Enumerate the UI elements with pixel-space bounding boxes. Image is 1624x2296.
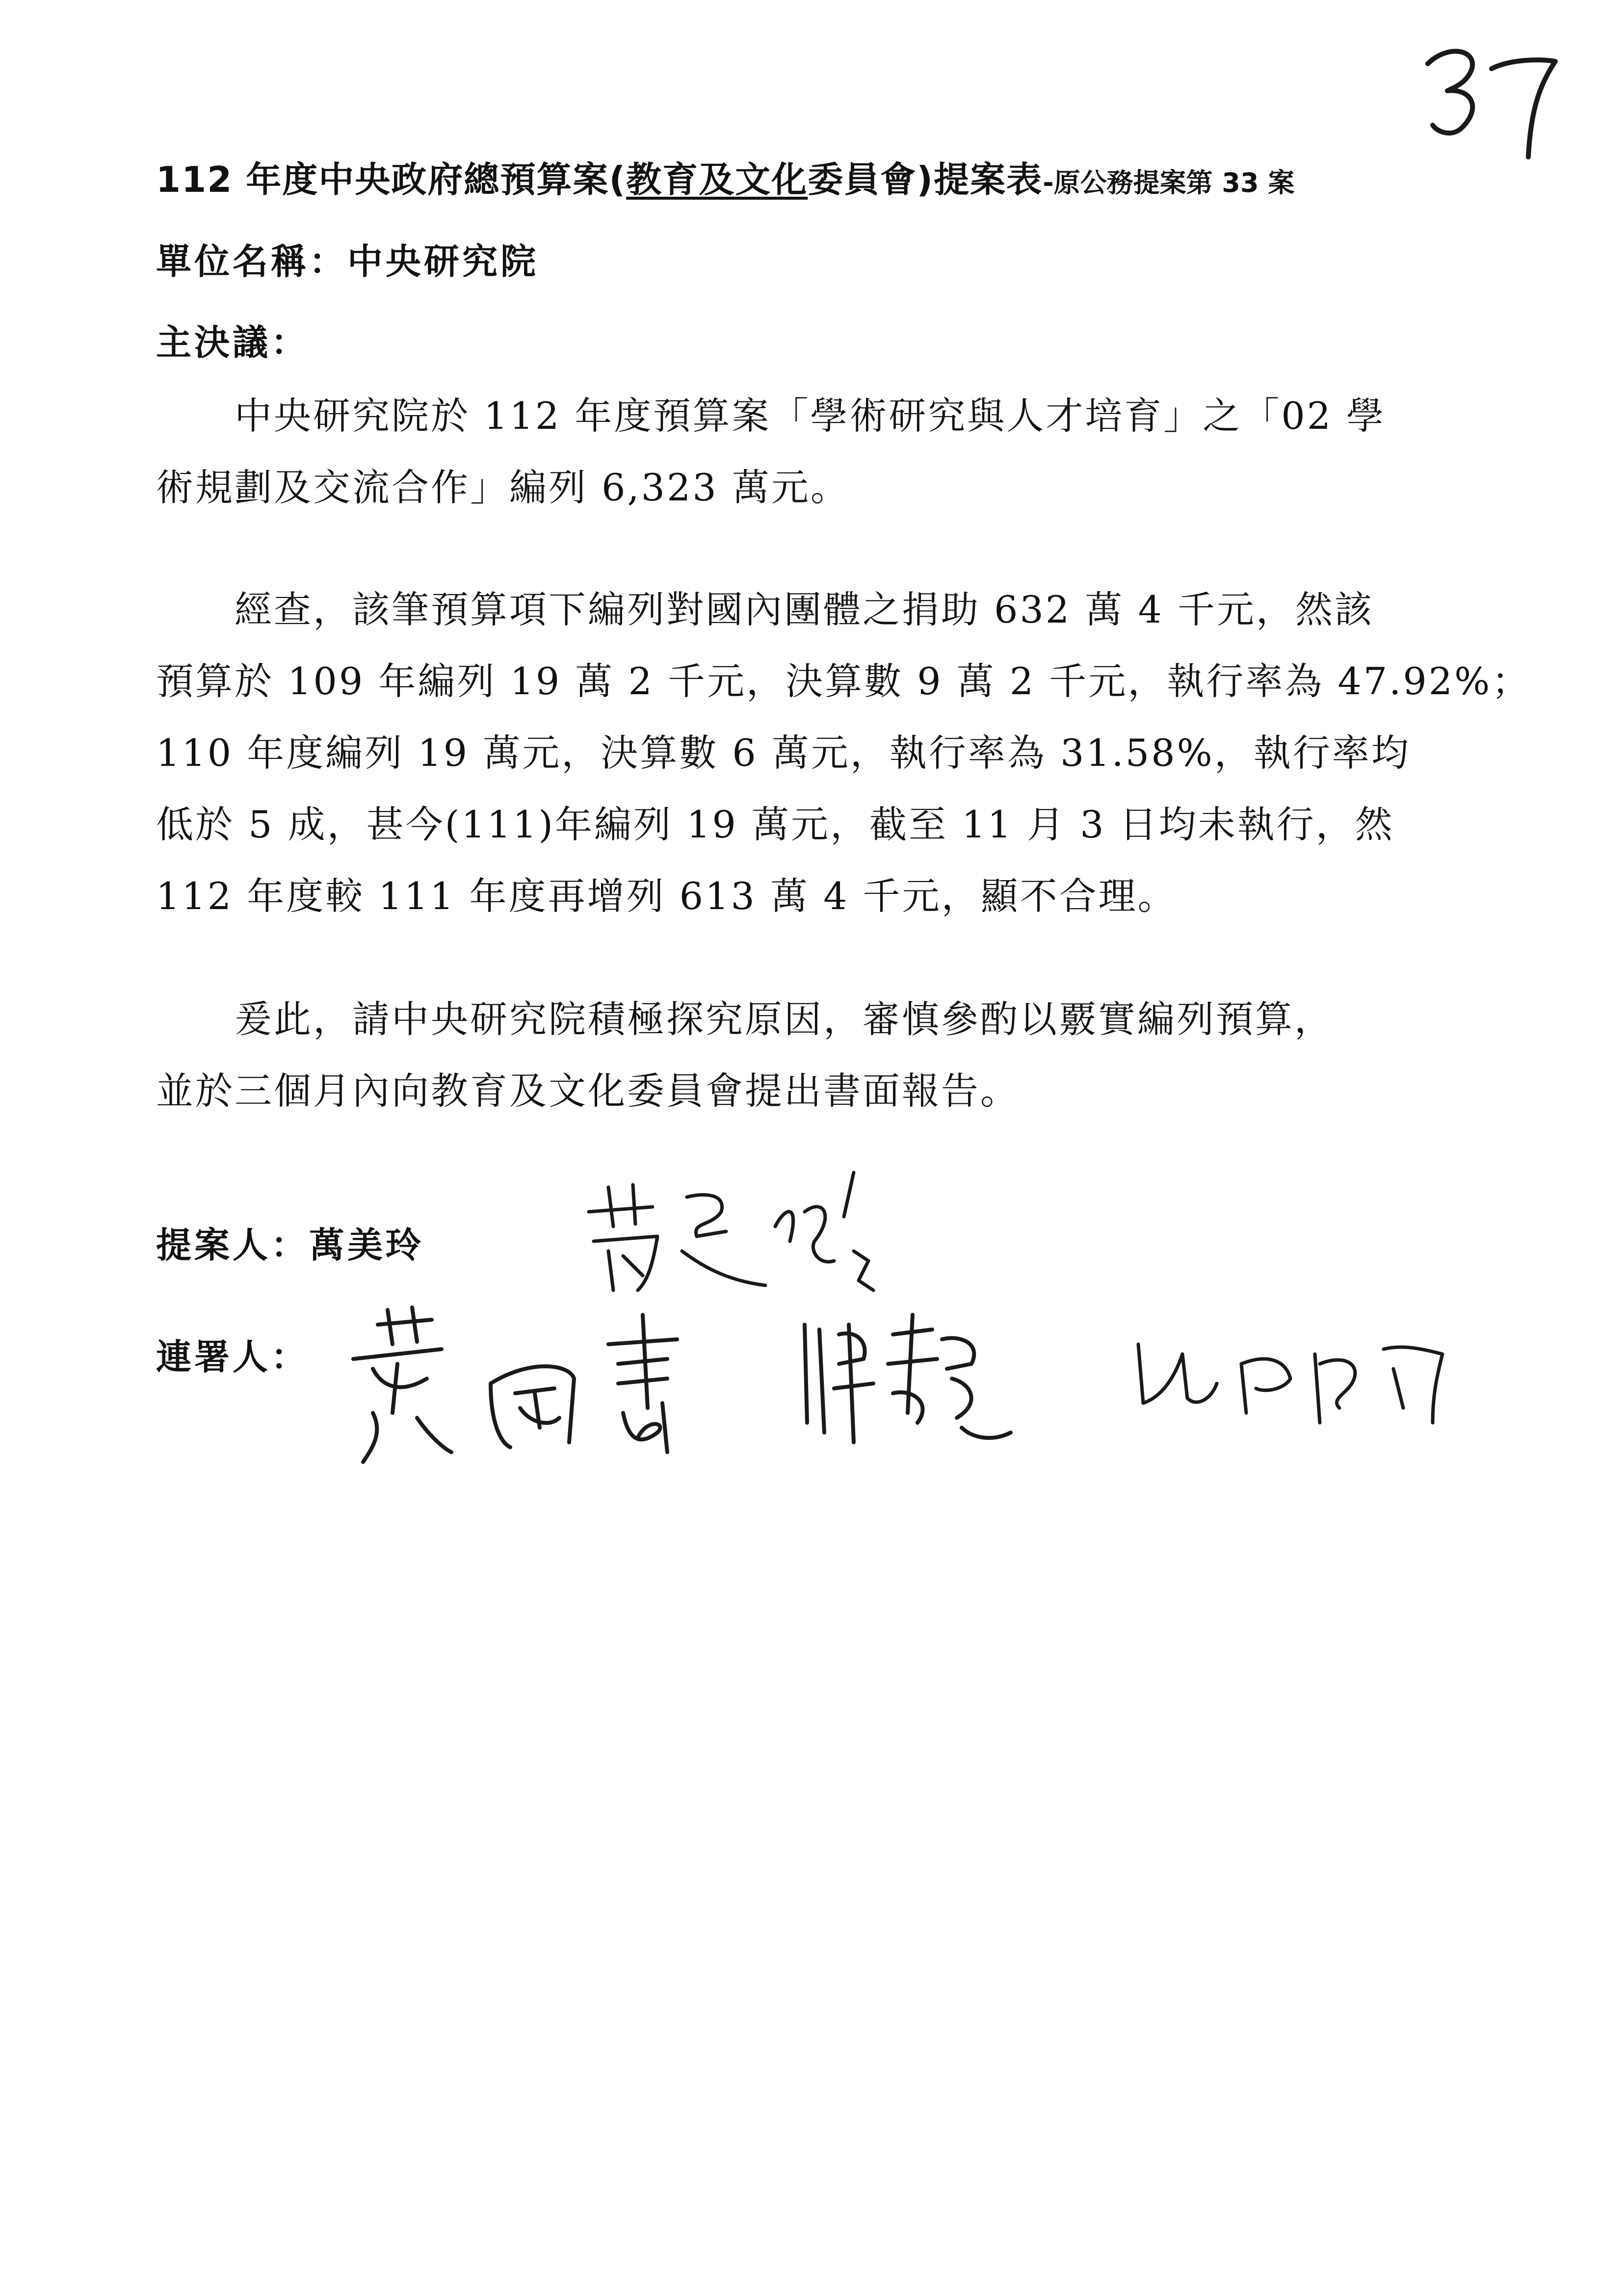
handwritten-page-number: [1418, 34, 1565, 162]
title-suffix: -原公務提案第 33 案: [1043, 167, 1295, 198]
paragraph-line: 112 年度較 111 年度再增列 613 萬 4 千元，顯不合理。: [156, 874, 1177, 918]
proposer-label: 提案人：萬美玲: [156, 1225, 424, 1266]
unit-name: 單位名稱：中央研究院: [156, 241, 539, 282]
cosigner-signature-3: [1128, 1325, 1462, 1442]
title-middle: 委員會)提案表: [808, 159, 1043, 200]
title-committee: 教育及文化: [626, 159, 808, 200]
paragraph-line: 經查，該筆預算項下編列對國內團體之捐助 632 萬 4 千元，然該: [235, 588, 1374, 631]
proposer-signature: [579, 1168, 883, 1305]
title-prefix: 112 年度中央政府總預算案(: [156, 159, 627, 200]
paragraph-line: 爰此，請中央研究院積極探究原因，審慎參酌以覈實編列預算，: [235, 997, 1334, 1041]
resolution-paragraph-3: [156, 984, 1491, 1127]
paragraph-line: 中央研究院於 112 年度預算案「學術研究與人才培育」之「02 學: [235, 394, 1386, 438]
paragraph-line: 術規劃及交流合作」編列 6,323 萬元。: [156, 466, 850, 509]
paragraph-line: 預算於 109 年編列 19 萬 2 千元，決算數 9 萬 2 千元，執行率為 47.92%；: [156, 659, 1531, 703]
resolution-paragraph-2: [156, 574, 1531, 932]
resolution-paragraph-1: [156, 380, 1491, 523]
cosigner-label: 連署人：: [156, 1336, 310, 1378]
cosigner-signature-2: [795, 1305, 1030, 1452]
paragraph-line: 低於 5 成，甚今(111)年編列 19 萬元，截至 11 月 3 日均未執行，然: [156, 803, 1394, 846]
resolution-label: 主決議：: [156, 322, 310, 363]
paragraph-line: 並於三個月內向教育及文化委員會提出書面報告。: [156, 1069, 1020, 1113]
paragraph-line: 110 年度編列 19 萬元，決算數 6 萬元，執行率為 31.58%，執行率均: [156, 731, 1411, 775]
cosigner-signature-1: [343, 1305, 746, 1472]
document-title: [156, 151, 1294, 202]
